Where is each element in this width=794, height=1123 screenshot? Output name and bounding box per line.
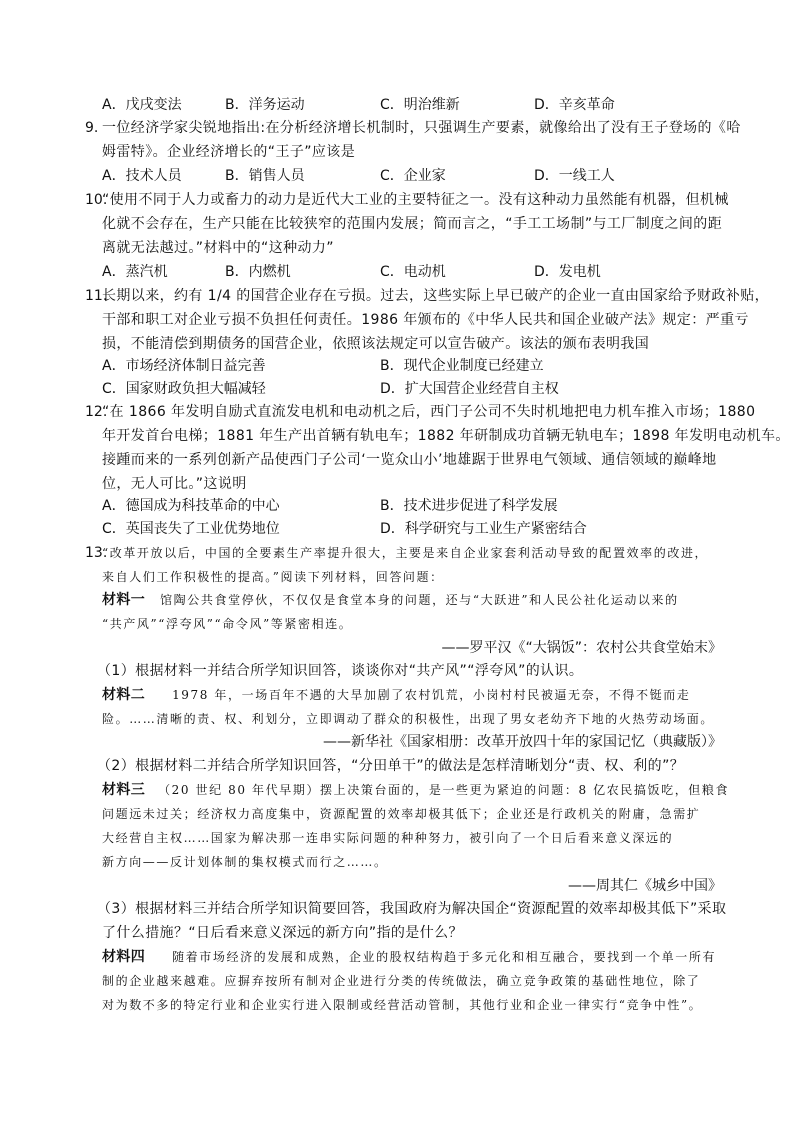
q10-stem-line: 化就不会存在，生产只能在比较狭窄的范围内发展；简而言之，“手工工场制”与工厂制度之间的距 [102,216,723,232]
q9-stem-line: 姆雷特》。企业经济增长的“王子”应该是 [102,144,356,160]
material-4-label: 材料四 [102,949,146,965]
q12-stem-line: 年开发首台电梯；1881 年生产出首辆有轨电车；1882 年研制成功首辆无轨电车；1898 年发明电动机车。 [102,428,790,444]
q11-option-c[interactable]: C．国家财政负担大幅减轻 [102,381,266,397]
q12-stem-line: 位，无人可比。”这说明 [102,476,247,492]
q12-option-a[interactable]: A．德国成为科技革命的中心 [102,498,280,514]
q8-option-b[interactable]: B．洋务运动 [225,97,305,113]
q12-stem-line: “在 1866 年发明自励式直流发电机和电动机之后，西门子公司不失时机地把电力机车推入市场；1880 [102,404,756,420]
q10-option-b[interactable]: B．内燃机 [225,264,291,280]
material-2-text: 险。……清晰的责、权、利划分，立即调动了群众的积极性，出现了男女老幼齐下地的火热劳动场面。 [102,712,715,726]
q12-stem-line: 接踵而来的一系列创新产品使西门子公司‘一览众山小’地雄踞于世界电气领域、通信领域的巅峰地 [102,452,717,468]
material-3-text: 问题远未过关；经济权力高度集中，资源配置的效率却极其低下；企业还是行政机关的附庸，急需扩 [102,807,701,821]
material-1-text: “共产风”“浮夸风”“命令风”等紧密相连。 [102,617,353,631]
q10-option-a[interactable]: A．蒸汽机 [102,264,168,280]
material-3-label: 材料三 [102,782,146,798]
q9-number: 9. [85,120,99,136]
material-4-text: 制的企业越来越难。应摒弃按所有制对企业进行分类的传统做法，确立竞争政策的基础性地位，除了 [102,974,701,988]
q8-option-d[interactable]: D．辛亥革命 [534,97,615,113]
q9-option-c[interactable]: C．企业家 [380,168,446,184]
material-1-source: ——罗平汉《“大锅饭”：农村公共食堂始末》 [441,640,722,656]
material-2-source: ——新华社《国家相册：改革开放四十年的家国记忆（典藏版）》 [323,734,722,750]
q12-option-c[interactable]: C．英国丧失了工业优势地位 [102,521,280,537]
material-3-text: 新方向——反计划体制的集权模式而行之……。 [102,855,388,869]
q11-option-d[interactable]: D．扩大国营企业经营自主权 [380,381,559,397]
material-2 [102,685,690,705]
material-1-label: 材料一 [102,592,146,608]
q9-option-d[interactable]: D．一线工人 [534,168,615,184]
material-4-text: 随着市场经济的发展和成熟，企业的股权结构趋于多元化和相互融合，要找到一个单一所有 [172,950,717,964]
q11-option-a[interactable]: A．市场经济体制日益完善 [102,358,266,374]
q9-stem-line: 一位经济学家尖锐地指出:在分析经济增长机制时，只强调生产要素，就像给出了没有王子登场的《哈 [102,120,741,136]
q8-option-c[interactable]: C．明治维新 [380,97,460,113]
q9-option-b[interactable]: B．销售人员 [225,168,305,184]
q10-stem-line: “使用不同于人力或畜力的动力是近代大工业的主要特征之一。没有这种动力虽然能有机器，但机械 [102,192,729,208]
q11-stem-line: 长期以来，约有 1/4 的国营企业存在亏损。过去，这些实际上早已破产的企业一直由国家给予财政补贴， [102,288,770,304]
material-1 [102,590,679,610]
q13-intro-line: “改革开放以后，中国的全要素生产率提升很大，主要是来自企业家套利活动导致的配置效率的改进， [102,546,709,560]
q13-intro-line [102,567,444,587]
material-1-text: 馆陶公共食堂停伙，不仅仅是食堂本身的问题，还与“大跃进”和人民公社化运动以来的 [160,593,679,607]
q12-option-d[interactable]: D．科学研究与工业生产紧密结合 [380,521,587,537]
material-3-source: ——周其仁《城乡中国》 [568,878,722,894]
q13-intro-text: 来自人们工作积极性的提高。”阅读下列材料，回答问题： [102,570,444,584]
material-2-text: 1978 年，一场百年不遇的大旱加剧了农村饥荒，小岗村村民被逼无奈，不得不铤而走 [172,688,691,702]
q12-option-b[interactable]: B．技术进步促进了科学发展 [380,498,558,514]
q10-stem-line: 离就无法越过。”材料中的“这种动力” [102,240,334,256]
material-2-label: 材料二 [102,687,146,703]
material-4 [102,947,716,967]
q12-number: 12. [85,404,108,420]
sub-question-3: 了什么措施？“日后看来意义深远的新方向”指的是什么？ [102,925,463,941]
q11-stem-line: 损，不能清偿到期债务的国营企业，依照该法规定可以宣告破产。该法的颁布表明我国 [102,336,650,352]
q11-number: 11. [85,288,108,304]
sub-question-2: （2）根据材料二并结合所学知识回答，“分田单干”的做法是怎样清晰划分“责、权、利的”？ [97,758,685,774]
q13-number: 13. [85,545,108,561]
sub-question-3: （3）根据材料三并结合所学知识简要回答，我国政府为解决国企“资源配置的效率却极其低下”采取 [97,901,727,917]
q9-option-a[interactable]: A．技术人员 [102,168,182,184]
material-4-text: 对为数不多的特定行业和企业实行进入限制或经营活动管制，其他行业和企业一律实行“竞争中性”。 [102,998,703,1012]
q10-option-d[interactable]: D．发电机 [534,264,601,280]
material-3-text: （20 世纪 80 年代早期）摆上决策台面的，是一些更为紧迫的问题：8 亿农民搞饭吃，但粮食 [158,783,730,797]
q11-stem-line: 干部和职工对企业亏损不负担任何责任。1986 年颁布的《中华人民共和国企业破产法》规定：严重亏 [102,312,749,328]
q10-number: 10. [85,192,108,208]
sub-question-1: （1）根据材料一并结合所学知识回答，谈谈你对“共产风”“浮夸风”的认识。 [97,663,584,679]
q11-option-b[interactable]: B．现代企业制度已经建立 [380,358,544,374]
q10-option-c[interactable]: C．电动机 [380,264,446,280]
q8-option-a[interactable]: A．戊戌变法 [102,97,182,113]
material-3-text: 大经营自主权……国家为解决那一连串实际问题的种种努力，被引向了一个日后看来意义深远的 [102,831,674,845]
material-3 [102,780,729,800]
